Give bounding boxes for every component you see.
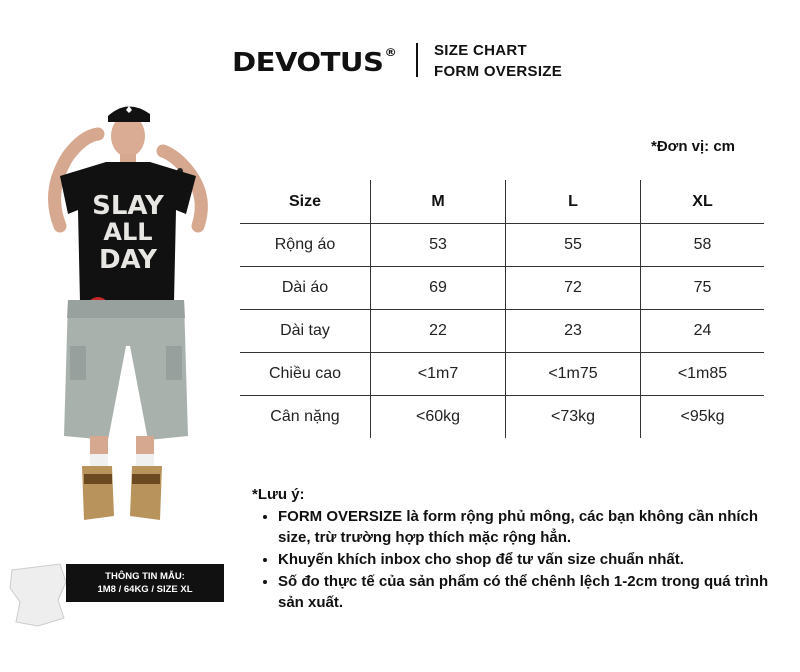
title-line-1: SIZE CHART bbox=[434, 42, 527, 59]
header-cell-m: M bbox=[431, 192, 445, 210]
model-info-label: THÔNG TIN MẪU: bbox=[105, 571, 185, 582]
table-cell: 72 bbox=[564, 278, 582, 296]
table-cell: 53 bbox=[429, 235, 447, 253]
svg-text:DAY: DAY bbox=[98, 245, 158, 275]
table-cell: 75 bbox=[693, 278, 712, 296]
title-line-2: FORM OVERSIZE bbox=[434, 63, 563, 80]
column-divider bbox=[640, 180, 641, 438]
table-row bbox=[240, 266, 764, 310]
model-info-tag bbox=[8, 560, 222, 630]
row-label: Dài tay bbox=[280, 321, 330, 339]
torn-paper-decoration bbox=[8, 560, 68, 630]
row-label: Rộng áo bbox=[274, 235, 336, 253]
column-divider bbox=[505, 180, 506, 438]
svg-text:ALL: ALL bbox=[103, 218, 153, 246]
header-cell-xl: XL bbox=[692, 192, 713, 210]
row-label: Chiều cao bbox=[268, 364, 342, 382]
table-cell: <73kg bbox=[550, 407, 596, 425]
column-divider bbox=[370, 180, 371, 438]
row-label: Cân nặng bbox=[270, 407, 340, 425]
table-cell: <1m75 bbox=[548, 364, 598, 382]
list-item: • FORM OVERSIZE là form rộng phủ mông, các bạn không cần nhích size, trừ trường hợp thích mặc rộng hẳn. bbox=[278, 506, 772, 548]
table-cell: <95kg bbox=[680, 407, 725, 425]
notes-section bbox=[252, 484, 772, 614]
header-divider bbox=[416, 43, 418, 77]
table-row bbox=[240, 352, 764, 396]
model-photo bbox=[38, 96, 223, 526]
table-row bbox=[240, 309, 764, 353]
notes-list bbox=[252, 506, 772, 613]
notes-title: *Lưu ý: bbox=[252, 486, 305, 503]
brand-logo: DEVOTUS® bbox=[232, 46, 397, 78]
header-cell-size: Size bbox=[288, 192, 321, 210]
table-cell: <1m85 bbox=[677, 364, 728, 382]
list-item: • Số đo thực tế của sản phẩm có thể chênh lệch 1-2cm trong quá trình sản xuất. bbox=[278, 571, 772, 613]
table-cell: <1m7 bbox=[417, 364, 459, 382]
table-cell: 69 bbox=[429, 278, 447, 296]
header-cell-l: L bbox=[568, 192, 578, 210]
table-row bbox=[240, 395, 764, 438]
table-cell: 55 bbox=[564, 235, 582, 253]
svg-text:SLAY: SLAY bbox=[92, 191, 164, 221]
list-item: • Khuyến khích inbox cho shop để tư vấn size chuẩn nhất. bbox=[278, 549, 772, 570]
unit-label: *Đơn vị: cm bbox=[651, 138, 736, 155]
table-row bbox=[240, 223, 764, 267]
table-header-row bbox=[240, 180, 764, 224]
row-label: Dài áo bbox=[281, 278, 329, 296]
chart-title bbox=[434, 40, 562, 82]
table-cell: 22 bbox=[429, 321, 447, 339]
model-info-value: 1M8 / 64KG / SIZE XL bbox=[97, 584, 193, 595]
table-cell: 23 bbox=[564, 321, 582, 339]
table-cell: 58 bbox=[693, 235, 712, 253]
table-cell: <60kg bbox=[415, 407, 461, 425]
table-cell: 24 bbox=[693, 321, 712, 339]
